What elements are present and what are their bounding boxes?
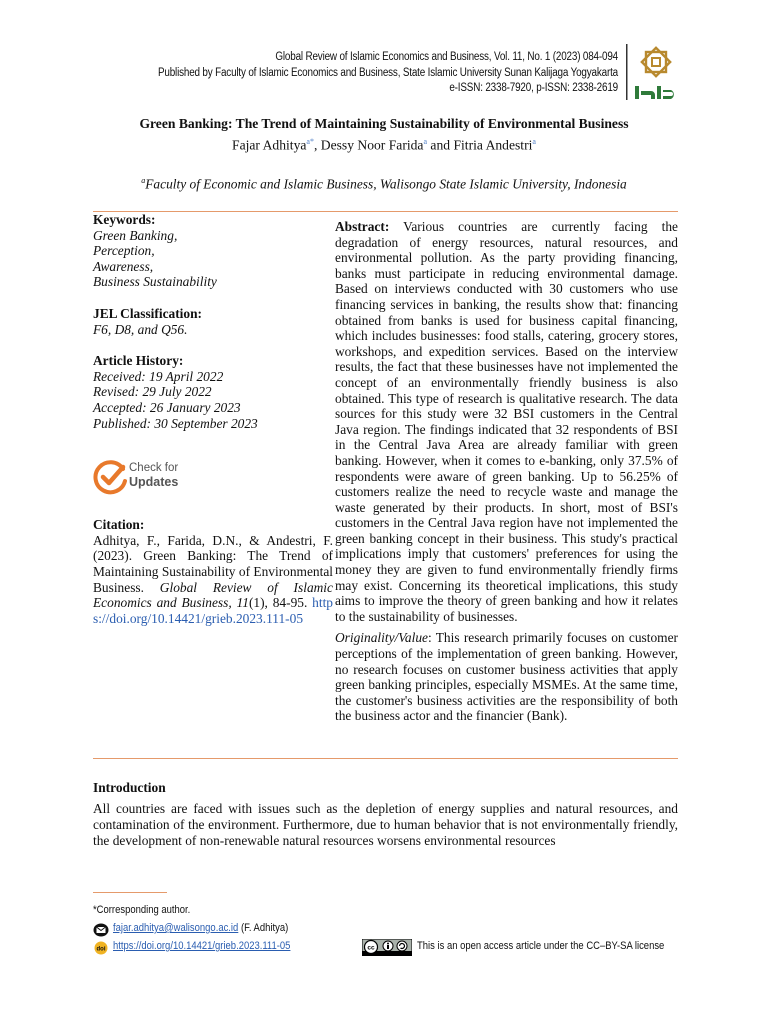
footnote-divider [93,892,167,893]
journal-line-3: e-ISSN: 2338-7920, p-ISSN: 2338-2619 [449,82,618,94]
check-for-updates-button[interactable] [93,456,193,498]
affiliation-mark: a [141,176,146,185]
article-title: Green Banking: The Trend of Maintaining Sustainability of Environmental Business [139,116,629,131]
keyword-item: Green Banking, [93,227,178,243]
email-link[interactable]: fajar.adhitya@walisongo.ac.id [113,922,239,934]
citation-text: Adhitya, F., Farida, D.N., & Andestri, F. (2023). Green Banking: The Trend of Maintaining Sustainability of Environmental Business. [93,532,333,595]
journal-header [136,50,618,97]
email-line [113,922,288,934]
affiliation [0,176,768,192]
keyword-item: Perception, [93,243,155,259]
jel-block [93,306,333,337]
introduction-text: All countries are faced with issues such as the depletion of energy supplies and natural resources, and contamination of the environment. Furthermore, due to human behavior that is not environmentally friendly, the development of non-renewable natural resources worsens environmental resources [93,801,678,848]
abstract-text: Various countries are currently facing the degradation of energy resources, natural resources, and environmental pollution. As the party providing financing, banks must participate in reducing environmental damage. Based on interviews conducted with 30 customers who use financing services in banking, the results show that: financing obtained from banks is used for business capital financing, which includes businesses: food stalls, catering, grocery stores, workshops, and expedition services. Based on the interview results, the fact that these businesses have not implemented the concept of an environmentally friendly business is also obtained. This type of research is qualitative research. The data sources for this study were 32 BSI customers in the Central Java region. The findings indicated that 32 respondents of BSI in the Central Java Area are already familiar with green banking. However, when it comes to e-banking, only 37.5% of respondents were aware of green banking. Up to 56.25% of customers realize the need to recycle waste and manage the waste generated by their products. In short, most of BSI's customers in the Central Java region have not implemented the green banking concept in their business. This study's practical implications imply that customers' preferences for using the money they are given to fund environmentally friendly firms may exist. Concerning its theoretical implications, this study aims to improve the theory of green banking and how it relates to the sustainability of businesses. [335,219,678,624]
citation-heading: Citation: [93,517,145,533]
svg-text:doi: doi [96,946,106,953]
author-list: Fajar Adhitya$^{a*}$, Dessy Noor Farida$^a$ and Fitria Andestri$^a$ [232,137,536,153]
author-mark: a* [306,137,314,146]
citation-doi-link[interactable]: https://doi.org/10.14421/grieb.2023.111-05 [93,595,333,626]
published-date: Published: 30 September 2023 [93,415,258,431]
abstract-label: Abstract: [335,219,390,234]
svg-text:cc: cc [367,944,375,952]
author-mark: a [532,137,536,146]
author-mark: a [423,137,428,146]
originality-text: : This research primarily focuses on customer perceptions of the implementation of green banking. However, no research focuses on customer business activities that apply green banking principles, especially MSMEs. At the same time, the customer's business activities are the responsibility of both the business actor and the financier (Bank). [335,630,678,724]
keyword-item: Awareness, [93,258,154,274]
jel-heading: JEL Classification: [93,305,202,321]
check-updates-line1: Check for [129,462,179,474]
article-info-sidebar [93,212,333,642]
revised-date: Revised: 29 July 2022 [93,384,212,400]
accepted-date: Accepted: 26 January 2023 [93,399,241,415]
history-block [93,353,333,431]
originality-paragraph [335,630,678,724]
affiliation-text: Faculty of Economic and Islamic Business, Walisongo State Islamic University, Indonesia [145,176,627,192]
footer-doi-link[interactable]: https://doi.org/10.14421/grieb.2023.111-05 [113,940,291,952]
introduction-heading: Introduction [93,780,166,795]
abstract-paragraph [335,219,678,624]
journal-line-1: Global Review of Islamic Economics and Business, Vol. 11, No. 1 (2023) 084-094 [275,51,618,63]
journal-line-2: Published by Faculty of Islamic Economics and Business, State Islamic University Sunan Kalijaga Yogyakarta [157,66,619,79]
author-name: Dessy Noor Farida [320,137,424,153]
check-updates-icon [93,459,129,495]
author-name: Fitria Andestri [453,137,533,153]
abstract-section [335,219,678,730]
bottom-divider [93,758,678,759]
check-updates-line2: Updates [129,475,179,489]
received-date: Received: 19 April 2022 [93,368,224,384]
cc-by-sa-icon[interactable] [362,939,412,956]
license-text: This is an open access article under the CC–BY-SA license [417,940,665,952]
keyword-item: Business Sustainability [93,274,217,290]
doi-line [113,940,290,952]
citation-issue: (1), 84-95. [248,595,308,611]
originality-label: Originality/Value [335,630,428,646]
doi-icon [93,941,109,955]
history-heading: Article History: [93,353,184,369]
keywords-block [93,212,333,290]
citation-body [93,533,333,627]
email-icon [93,923,109,937]
jel-value: F6, D8, and Q56. [93,321,188,337]
citation-journal: Global Review of Islamic Economics and Business, 11 [93,579,333,611]
email-author: (F. Adhitya) [240,922,289,934]
corresponding-note: *Corresponding author. [93,904,191,916]
author-name: Fajar Adhitya [232,137,307,153]
keywords-heading: Keywords: [93,212,156,227]
university-logo-icon [626,44,678,102]
citation-block [93,517,333,626]
